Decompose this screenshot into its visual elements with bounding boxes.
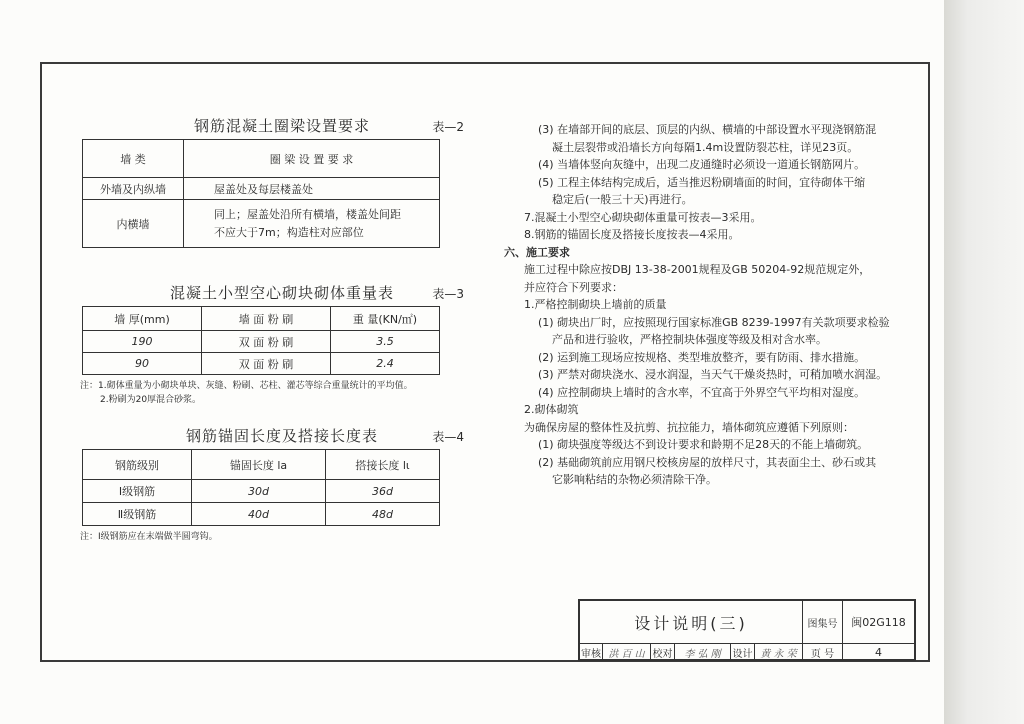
table2-cell: 屋盖处及每层楼盖处 <box>184 178 440 200</box>
check-label: 校对 <box>650 644 674 661</box>
table2-header-1: 墙 类 <box>83 140 184 178</box>
text-line: (3) 严禁对砌块浇水、浸水润湿，当天气干燥炎热时，可稍加喷水润湿。 <box>538 368 888 381</box>
signature-row <box>580 644 914 661</box>
table4-title: 钢筋锚固长度及搭接长度表 <box>185 427 378 445</box>
section-heading: 六、施工要求 <box>504 245 570 259</box>
table3-number: 表—3 <box>432 287 464 301</box>
text-line: 7.混凝土小型空心砌块砌体重量可按表—3采用。 <box>524 210 762 224</box>
table3 <box>82 306 440 375</box>
table4-cell: 48d <box>326 503 440 526</box>
right-column <box>504 121 924 489</box>
table2-caption <box>82 109 482 139</box>
text-line: (2) 运到施工现场应按规格、类型堆放整齐，要有防雨、排水措施。 <box>538 350 866 364</box>
table3-cell: 双 面 粉 刷 <box>202 331 331 353</box>
table2-cell <box>184 200 440 248</box>
table4-caption <box>82 419 482 449</box>
table3-note-1: 注：1.砌体重量为小砌块单块、灰缝、粉刷、芯柱、灌芯等综合重量统计的平均值。 <box>80 381 413 391</box>
table3-cell: 2.4 <box>331 353 440 375</box>
table4 <box>82 449 440 526</box>
table4-header-2: 锚固长度 la <box>192 450 326 480</box>
atlas-number: 闽02G118 <box>842 601 914 643</box>
text-line: 产品和进行验收，严格控制块体强度等级及相对含水率。 <box>552 333 827 346</box>
text-line: 凝土层裂带或沿墙长方向每隔1.4m设置防裂芯柱，详见23页。 <box>552 140 859 154</box>
text-line: 稳定后(一般三十天)再进行。 <box>552 193 693 206</box>
text-line: 2.砌体砌筑 <box>524 403 579 416</box>
text-line: (5) 工程主体结构完成后，适当推迟粉刷墙面的时间，宜待砌体干缩 <box>538 175 866 189</box>
table4-cell: Ⅰ级钢筋 <box>83 480 192 503</box>
text-line: (4) 当墙体竖向灰缝中，出现二皮通缝时必须设一道通长钢筋网片。 <box>538 158 866 171</box>
drawing-title: 设计说明(三) <box>634 614 748 633</box>
table4-note: 注：Ⅰ级钢筋应在末端做半圆弯钩。 <box>80 532 218 542</box>
text-line: (1) 砌块强度等级达不到设计要求和龄期不足28天的不能上墙砌筑。 <box>538 438 869 451</box>
table2-cell-line: 同上；屋盖处沿所有横墙，楼盖处间距 <box>214 207 401 221</box>
text-line: 它影响粘结的杂物必须清除干净。 <box>552 473 717 486</box>
review-signature: 洪 百 山 <box>602 644 650 661</box>
table3-header-2: 墙 面 粉 刷 <box>202 307 331 331</box>
page-number: 4 <box>842 644 914 661</box>
text-line: 为确保房屋的整体性及抗剪、抗拉能力，墙体砌筑应遵循下列原则： <box>524 420 854 434</box>
table3-title: 混凝土小型空心砌块砌体重量表 <box>169 284 394 302</box>
text-line: 并应符合下列要求： <box>524 280 623 294</box>
page-label: 页 号 <box>802 644 842 661</box>
table4-cell: 40d <box>192 503 326 526</box>
text-line: (4) 应控制砌块上墙时的含水率，不宜高于外界空气平均相对湿度。 <box>538 385 866 399</box>
table2-cell: 外墙及内纵墙 <box>83 178 184 200</box>
design-signature: 黄 永 荣 <box>754 644 802 661</box>
table4-cell: 36d <box>326 480 440 503</box>
title-block <box>578 599 916 661</box>
table3-header-1: 墙 厚(mm) <box>83 307 202 331</box>
table2-number: 表—2 <box>432 120 464 134</box>
atlas-label: 图集号 <box>802 601 842 643</box>
text-line: 1.严格控制砌块上墙前的质量 <box>524 298 667 311</box>
text-line: (3) 在墙部开间的底层、顶层的内纵、横墙的中部设置水平现浇钢筋混 <box>538 123 877 136</box>
table3-cell: 190 <box>83 331 202 353</box>
table3-cell: 90 <box>83 353 202 375</box>
page-binding-shadow <box>944 0 1024 724</box>
table3-cell: 双 面 粉 刷 <box>202 353 331 375</box>
drawing-sheet <box>40 62 930 662</box>
review-label: 审核 <box>581 649 601 660</box>
table3-notes <box>80 379 482 407</box>
design-label: 设计 <box>730 644 754 661</box>
table2-cell: 内横墙 <box>83 200 184 248</box>
table3-header-3: 重 量(KN/㎡) <box>331 307 440 331</box>
table2-title: 钢筋混凝土圈梁设置要求 <box>193 117 370 135</box>
text-line: 施工过程中除应按DBJ 13-38-2001规程及GB 50204-92规范规定外， <box>524 263 871 276</box>
title-block-row <box>580 601 914 644</box>
table3-cell: 3.5 <box>331 331 440 353</box>
table3-note-2: 2.粉刷为20厚混合砂浆。 <box>100 395 202 405</box>
table4-number: 表—4 <box>432 430 464 444</box>
table4-header-3: 搭接长度 lι <box>326 450 440 480</box>
left-column <box>82 109 482 544</box>
table4-cell: 30d <box>192 480 326 503</box>
check-signature: 李 弘 刚 <box>674 644 730 661</box>
table2-header-2: 圈 梁 设 置 要 求 <box>184 140 440 178</box>
text-line: (1) 砌块出厂时，应按照现行国家标准GB 8239-1997有关款项要求检验 <box>538 315 890 329</box>
text-line: 8.钢筋的锚固长度及搭接长度按表—4采用。 <box>524 228 740 241</box>
text-line: (2) 基础砌筑前应用钢尺校核房屋的放样尺寸，其表面尘土、砂石或其 <box>538 455 877 469</box>
table4-cell: Ⅱ级钢筋 <box>83 503 192 526</box>
table4-header-1: 钢筋级别 <box>83 450 192 480</box>
table2 <box>82 139 440 248</box>
table2-cell-line: 不应大于7m；构造柱对应部位 <box>214 225 364 239</box>
table3-caption <box>82 276 482 306</box>
